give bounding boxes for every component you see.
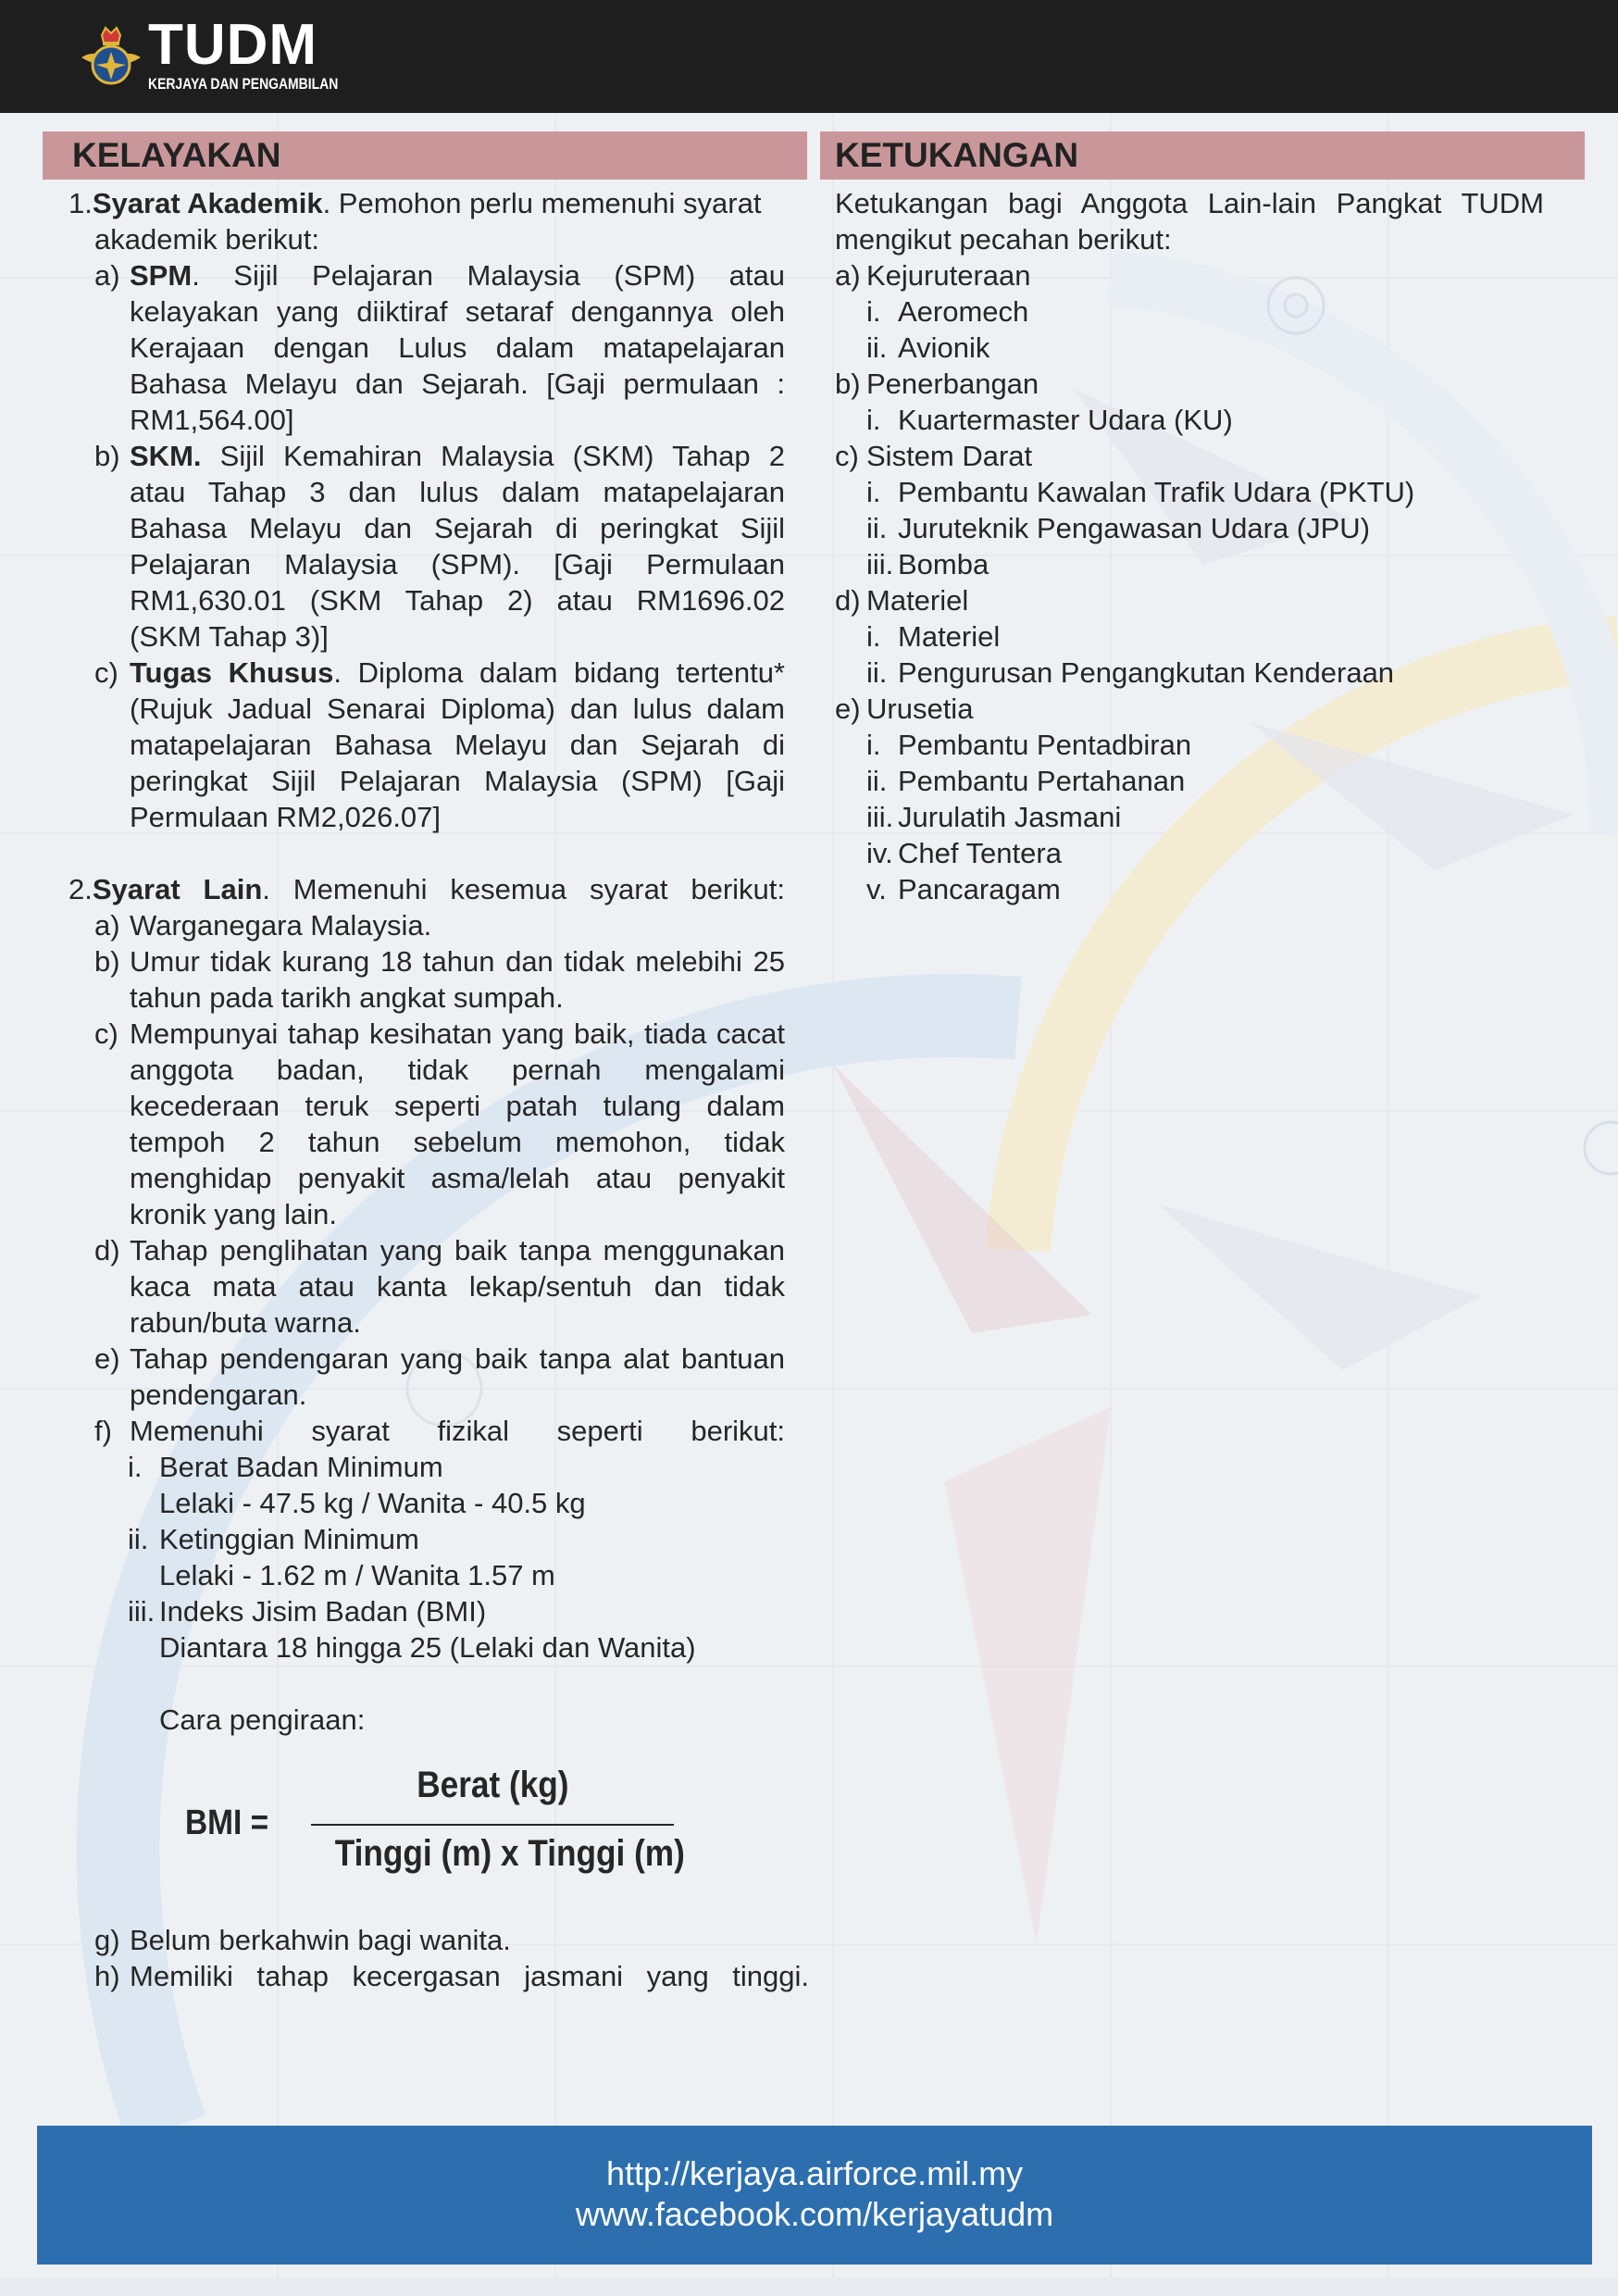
logo-subtitle: KERJAYA DAN PENGAMBILAN: [148, 75, 339, 93]
trade-item: [835, 799, 1544, 835]
trade-item: [835, 293, 1544, 330]
intro-text: . Memenuhi kesemua syarat berikut:: [262, 873, 786, 905]
list-marker: ii.: [128, 1523, 149, 1555]
item-text: Tahap pendengaran yang baik tanpa alat bantuan: [130, 1342, 785, 1375]
list-item: [68, 943, 785, 1016]
trade-name: Juruteknik Pengawasan Udara (JPU): [898, 512, 1371, 544]
item-text: Berat Badan Minimum: [159, 1451, 443, 1483]
section-number: 1.: [68, 187, 93, 219]
list-item: [68, 1341, 785, 1413]
item-text: Belum berkahwin bagi wanita.: [130, 1924, 511, 1956]
physical-item-height: [68, 1521, 785, 1593]
list-marker: h): [94, 1960, 120, 1992]
trade-name: Pembantu Pertahanan: [898, 765, 1186, 797]
section-number: 2.: [68, 873, 93, 905]
facebook-link[interactable]: www.facebook.com/kerjayatudm: [575, 2195, 1054, 2233]
list-item-spm: [68, 257, 785, 438]
group-name: Kejuruteraan: [866, 259, 1031, 292]
group-name: Materiel: [866, 584, 969, 617]
item-text: Lelaki - 47.5 kg / Wanita - 40.5 kg: [159, 1487, 586, 1519]
item-text: tempoh 2 tahun sebelum memohon, tidak: [130, 1126, 785, 1158]
list-item-tugas-khusus: [68, 655, 785, 835]
item-text: Diantara 18 hingga 25 (Lelaki dan Wanita): [159, 1631, 696, 1664]
header-bar: [0, 0, 1618, 113]
list-marker: i.: [866, 476, 881, 508]
physical-item-weight: [68, 1449, 785, 1521]
list-marker: c): [94, 656, 118, 689]
list-marker: b): [94, 945, 120, 978]
item-text: rabun/buta warna.: [130, 1306, 361, 1339]
list-marker: ii.: [866, 765, 888, 797]
trade-item: [835, 835, 1544, 871]
trade-name: Pancaragam: [898, 873, 1061, 905]
trade-name: Chef Tentera: [898, 837, 1062, 869]
item-title: SPM: [130, 259, 193, 292]
list-marker: ii.: [866, 331, 888, 364]
item-text: RM1,564.00]: [130, 404, 294, 436]
item-text: (SKM Tahap 3)]: [130, 620, 329, 653]
trade-name: Bomba: [898, 548, 989, 580]
list-marker: ii.: [866, 656, 888, 689]
trade-name: Pembantu Kawalan Trafik Udara (PKTU): [898, 476, 1415, 508]
trade-item: [835, 546, 1544, 582]
section-title: Syarat Lain: [92, 873, 263, 905]
item-text: Kerajaan dengan Lulus dalam matapelajaran: [130, 331, 785, 364]
item-text: Memiliki tahap kecergasan jasmani yang tinggi.: [130, 1960, 809, 1992]
trade-group: [835, 582, 1544, 618]
trade-item: [835, 763, 1544, 799]
list-marker: d): [94, 1234, 120, 1267]
trade-item: [835, 474, 1544, 510]
list-marker: i.: [866, 620, 881, 653]
trade-name: Aeromech: [898, 295, 1029, 328]
item-text: Memenuhi syarat fizikal seperti berikut:: [130, 1415, 785, 1447]
item-text: Sijil Kemahiran Malaysia (SKM) Tahap 2: [201, 440, 785, 472]
formula-denominator: [311, 1833, 685, 1875]
kelayakan-column: [68, 185, 785, 1738]
fraction-bar: [311, 1824, 674, 1826]
list-marker: i.: [128, 1451, 143, 1483]
group-name: Penerbangan: [866, 368, 1039, 400]
item-text: pendengaran.: [130, 1379, 307, 1411]
item-text: Tahap penglihatan yang baik tanpa menggunakan: [130, 1234, 785, 1267]
trade-name: Avionik: [898, 331, 990, 364]
list-marker: d): [835, 584, 861, 617]
list-item-skm: [68, 438, 785, 655]
item-text: Lelaki - 1.62 m / Wanita 1.57 m: [159, 1559, 555, 1591]
list-marker: iv.: [866, 837, 893, 869]
list-marker: g): [94, 1924, 120, 1956]
item-text: Indeks Jisim Badan (BMI): [159, 1595, 487, 1628]
footer-bar: [37, 2126, 1592, 2265]
item-title: Tugas Khusus: [130, 656, 334, 689]
item-text: Mempunyai tahap kesihatan yang baik, tiada cacat: [130, 1017, 785, 1050]
item-text: kaca mata atau kanta lekap/sentuh dan tidak: [130, 1270, 785, 1303]
item-text: kecederaan teruk seperti patah tulang dalam: [130, 1090, 785, 1122]
trade-group: [835, 257, 1544, 293]
item-text: (Rujuk Jadual Senarai Diploma) dan lulus dalam: [130, 693, 785, 725]
item-text: peringkat Sijil Pelajaran Malaysia (SPM) [Gaji: [130, 765, 785, 797]
intro-text: Ketukangan bagi Anggota Lain-lain Pangkat TUDM: [835, 187, 1544, 219]
trade-item: [835, 871, 1544, 907]
item-text: RM1,630.01 (SKM Tahap 2) atau RM1696.02: [130, 584, 785, 617]
intro-text: . Pemohon perlu memenuhi syarat: [322, 187, 762, 219]
trade-name: Pengurusan Pengangkutan Kenderaan: [898, 656, 1395, 689]
tudm-crest-icon: [78, 20, 144, 94]
intro-text-line2: mengikut pecahan berikut:: [835, 223, 1172, 256]
item-text: atau Tahap 3 dan lulus dalam matapelajaran: [130, 476, 785, 508]
list-item: [68, 1958, 809, 1994]
trade-group: [835, 691, 1544, 727]
list-marker: i.: [866, 729, 881, 761]
item-text: anggota badan, tidak pernah mengalami: [130, 1054, 785, 1086]
ketukangan-heading: KETUKANGAN: [820, 131, 1585, 180]
list-marker: e): [835, 693, 861, 725]
list-item: [68, 1232, 785, 1341]
list-marker: i.: [866, 404, 881, 436]
item-text: Umur tidak kurang 18 tahun dan tidak melebihi 25: [130, 945, 785, 978]
syarat-lain-intro: [68, 871, 785, 907]
item-text: kronik yang lain.: [130, 1198, 338, 1230]
trade-item: [835, 655, 1544, 691]
physical-item-bmi: [68, 1593, 785, 1666]
list-item: [68, 907, 785, 943]
numerator-text: Berat (kg): [416, 1765, 569, 1805]
item-text: . Sijil Pelajaran Malaysia (SPM) atau: [192, 259, 785, 292]
ketukangan-column: [835, 185, 1544, 907]
list-marker: e): [94, 1342, 120, 1375]
website-link[interactable]: http://kerjaya.airforce.mil.my: [605, 2154, 1024, 2192]
formula-numerator: [311, 1765, 674, 1806]
list-marker: a): [835, 259, 861, 292]
list-marker: iii.: [128, 1595, 156, 1628]
trade-name: Jurulatih Jasmani: [898, 801, 1122, 833]
list-marker: c): [94, 1017, 118, 1050]
list-item: [68, 1016, 785, 1232]
item-text: Permulaan RM2,026.07]: [130, 801, 442, 833]
item-text: kelayakan yang diiktiraf setaraf dengannya oleh: [130, 295, 785, 328]
section-title: Syarat Akademik: [92, 187, 323, 219]
trade-item: [835, 402, 1544, 438]
intro-text-line2: akademik berikut:: [94, 223, 319, 256]
trade-name: Pembantu Pentadbiran: [898, 729, 1192, 761]
item-text: . Diploma dalam bidang tertentu*: [333, 656, 785, 689]
list-marker: i.: [866, 295, 881, 328]
calculation-label: Cara pengiraan:: [159, 1703, 366, 1736]
item-text: matapelajaran Bahasa Melayu dan Sejarah di: [130, 729, 785, 761]
item-text: Pelajaran Malaysia (SPM). [Gaji Permulaan: [130, 548, 785, 580]
group-name: Urusetia: [866, 693, 974, 725]
list-marker: a): [94, 909, 120, 942]
list-marker: a): [94, 259, 120, 292]
denominator-text: Tinggi (m) x Tinggi (m): [334, 1833, 685, 1874]
trade-item: [835, 618, 1544, 655]
kelayakan-tail: [68, 1922, 809, 1994]
list-item: [68, 1922, 809, 1958]
formula-lhs: BMI =: [185, 1803, 269, 1842]
trade-group: [835, 438, 1544, 474]
trade-item: [835, 330, 1544, 366]
list-marker: iii.: [866, 548, 894, 580]
logo-title: TUDM: [148, 13, 318, 77]
kelayakan-heading: KELAYAKAN: [43, 131, 807, 180]
list-marker: ii.: [866, 512, 888, 544]
group-name: Sistem Darat: [866, 440, 1033, 472]
item-text: Bahasa Melayu dan Sejarah. [Gaji permulaan :: [130, 368, 785, 400]
item-text: menghidap penyakit asma/lelah atau penyakit: [130, 1162, 785, 1194]
trade-name: Kuartermaster Udara (KU): [898, 404, 1233, 436]
item-text: Warganegara Malaysia.: [130, 909, 432, 942]
item-title: SKM.: [130, 440, 202, 472]
trade-name: Materiel: [898, 620, 1001, 653]
list-marker: v.: [866, 873, 887, 905]
list-marker: f): [94, 1415, 112, 1447]
list-marker: c): [835, 440, 859, 472]
list-marker: b): [835, 368, 861, 400]
item-text: Bahasa Melayu dan Sejarah di peringkat Sijil: [130, 512, 785, 544]
list-item: [68, 1413, 785, 1449]
list-marker: b): [94, 440, 120, 472]
list-marker: iii.: [866, 801, 894, 833]
trade-group: [835, 366, 1544, 402]
trade-item: [835, 510, 1544, 546]
item-text: tahun pada tarikh angkat sumpah.: [130, 981, 564, 1014]
trade-item: [835, 727, 1544, 763]
item-text: Ketinggian Minimum: [159, 1523, 419, 1555]
syarat-akademik-intro: [68, 185, 785, 221]
